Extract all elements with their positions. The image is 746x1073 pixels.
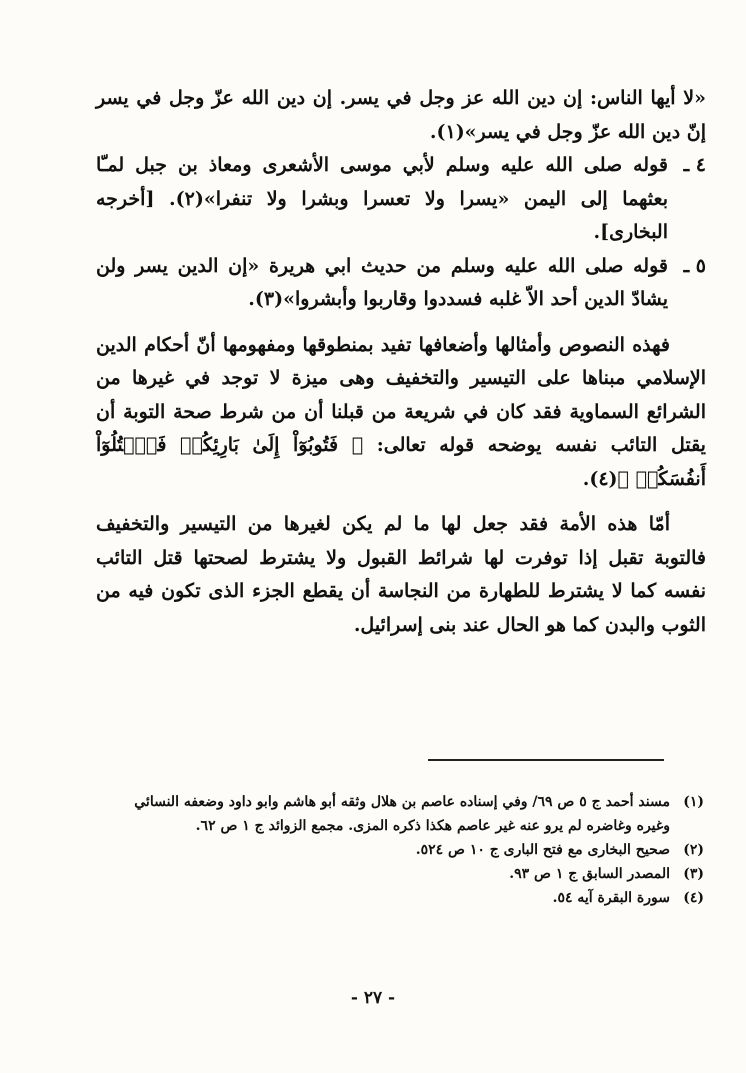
footnote	[100, 838, 704, 862]
list-item-4	[96, 149, 706, 250]
footnote-text: مسند أحمد ج ٥ ص ٦٩/ وفي إسناده عاصم بن هلال وثقه أبو هاشم وابو داود وضعفه النسائي وغيره وغاضره لم يرو عنه غير عاصم هكذا ذكره المزى. مجمع الزوائد ج ١ ص ٦٢.	[134, 794, 670, 834]
footnote-ref: (٤).	[582, 467, 618, 490]
footnote-number: (١)	[683, 794, 704, 810]
footnote	[100, 886, 704, 910]
footnote-number: (٤)	[683, 890, 704, 906]
page-number: - ٢٧ -	[350, 988, 396, 1008]
footnote-text: صحيح البخارى مع فتح البارى ج ١٠ ص ٥٢٤.	[415, 842, 670, 858]
footnote	[100, 790, 704, 838]
footnote	[100, 862, 704, 886]
footnote-text: المصدر السابق ج ١ ص ٩٣.	[509, 866, 670, 882]
footnote-number: (٣)	[683, 866, 704, 882]
item-number: ٤ ـ	[683, 154, 706, 176]
paragraph-text: فهذه النصوص وأمثالها وأضعافها تفيد بمنطوقها ومفهومها أنّ أحكام الدين الإسلامي مبناها على التيسير والتخفيف وهى ميزة لا توجد في غيرها من الشرائع السماوية فقد كان في شريعة من قبلنا أن من شرط صحة التوبة أن يقتل التائب نفسه يوضحه قوله تعالى:	[96, 333, 706, 456]
list-item-5	[96, 250, 706, 317]
footnote-text: سورة البقرة آيه ٥٤.	[552, 890, 670, 906]
quran-verse: ﴿ فَتُوبُوٓاْ إِلَىٰ بَارِئِكُمۡ فَٱقۡتُلُوٓاْ أَنفُسَكُمۡ ﴾	[96, 434, 706, 490]
main-text	[96, 82, 706, 642]
item-text: قوله صلى الله عليه وسلم من حديث ابي هريرة «إن الدين يسر ولن يشادّ الدين أحد الاّ غلبه فسددوا وقاربوا وأبشروا»(٣).	[96, 254, 668, 310]
paragraph	[96, 329, 706, 497]
item-text: قوله صلى الله عليه وسلم لأبي موسى الأشعرى ومعاذ بن جبل لمـّا بعثهما إلى اليمن «يسرا ولا تعسرا وبشرا ولا تنفرا»(٢). [أخرجه البخارى].	[96, 154, 668, 243]
footnotes	[100, 790, 704, 910]
footnote-number: (٢)	[683, 842, 704, 858]
item-number: ٥ ـ	[683, 254, 706, 277]
paragraph: أمّا هذه الأمة فقد جعل لها ما لم يكن لغيرها من التيسير والتخفيف فالتوبة تقبل إذا توفرت لها شرائط القبول ولا يشترط لصحتها قتل التائب نفسه كما لا يشترط للطهارة من النجاسة أن يقطع الجزء الذى تكون فيه من الثوب والبدن كما هو الحال عند بنى إسرائيل.	[96, 513, 706, 636]
hadith-continuation: «لا أيها الناس: إن دين الله عز وجل في يسر. إن دين الله عزّ وجل في يسر إنّ دين الله عزّ وجل في يسر»(١).	[96, 87, 706, 143]
footnote-divider	[428, 759, 664, 761]
